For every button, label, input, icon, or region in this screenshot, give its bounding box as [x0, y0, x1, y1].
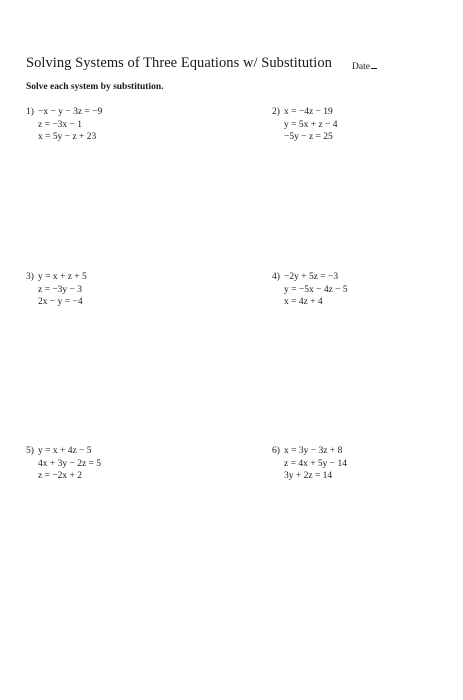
equation: x = 5y − z + 23 [38, 132, 97, 142]
instructions: Solve each system by substitution. [26, 82, 164, 92]
problem-equation-row [272, 470, 347, 483]
problem-number: 5) [26, 446, 34, 456]
problem-equation-row [26, 458, 101, 471]
problem-4 [272, 271, 348, 309]
date-label: Date [352, 62, 370, 72]
equation: y = x + 4z − 5 [38, 446, 92, 456]
equation: x = 3y − 3z + 8 [284, 446, 343, 456]
problem-number: 1) [26, 107, 34, 117]
problem-equation-row [272, 119, 338, 132]
problem-equation-row [272, 106, 338, 119]
problem-5 [26, 445, 101, 483]
problem-6 [272, 445, 347, 483]
problem-equation-row [26, 284, 87, 297]
equation: 3y + 2z = 14 [284, 471, 333, 481]
problem-equation-row [272, 131, 338, 144]
problem-3 [26, 271, 87, 309]
problem-number: 3) [26, 272, 34, 282]
problem-1 [26, 106, 102, 144]
problem-equation-row [272, 296, 348, 309]
problem-equation-row [272, 284, 348, 297]
problem-equation-row [26, 131, 102, 144]
equation: x = −4z − 19 [284, 107, 333, 117]
problem-number: 4) [272, 272, 280, 282]
problem-equation-row [26, 470, 101, 483]
problem-number: 2) [272, 107, 280, 117]
equation: −x − y − 3z = −9 [38, 107, 103, 117]
equation: y = 5x + z − 4 [284, 119, 338, 130]
date-field [352, 60, 377, 72]
equation: y = x + z + 5 [38, 272, 87, 282]
equation: z = −2x + 2 [38, 471, 83, 481]
equation: z = 4x + 5y − 14 [284, 458, 348, 469]
equation: x = 4z + 4 [284, 297, 323, 307]
problem-2 [272, 106, 338, 144]
problem-equation-row [272, 458, 347, 471]
equation: 4x + 3y − 2z = 5 [38, 458, 102, 469]
equation: 2x − y = −4 [38, 297, 83, 307]
equation: z = −3y − 3 [38, 284, 83, 295]
equation: y = −5x − 4z − 5 [284, 284, 348, 295]
problem-equation-row [26, 296, 87, 309]
problem-number: 6) [272, 446, 280, 456]
problem-equation-row [26, 106, 102, 119]
problem-equation-row [26, 271, 87, 284]
problem-equation-row [26, 445, 101, 458]
equation: −2y + 5z = −3 [284, 272, 339, 282]
worksheet-title: Solving Systems of Three Equations w/ Substitution [26, 55, 332, 71]
problem-equation-row [272, 271, 348, 284]
problem-equation-row [272, 445, 347, 458]
problem-equation-row [26, 119, 102, 132]
date-blank-line [371, 60, 377, 69]
equation: −5y − z = 25 [284, 132, 333, 142]
equation: z = −3x − 1 [38, 119, 83, 130]
